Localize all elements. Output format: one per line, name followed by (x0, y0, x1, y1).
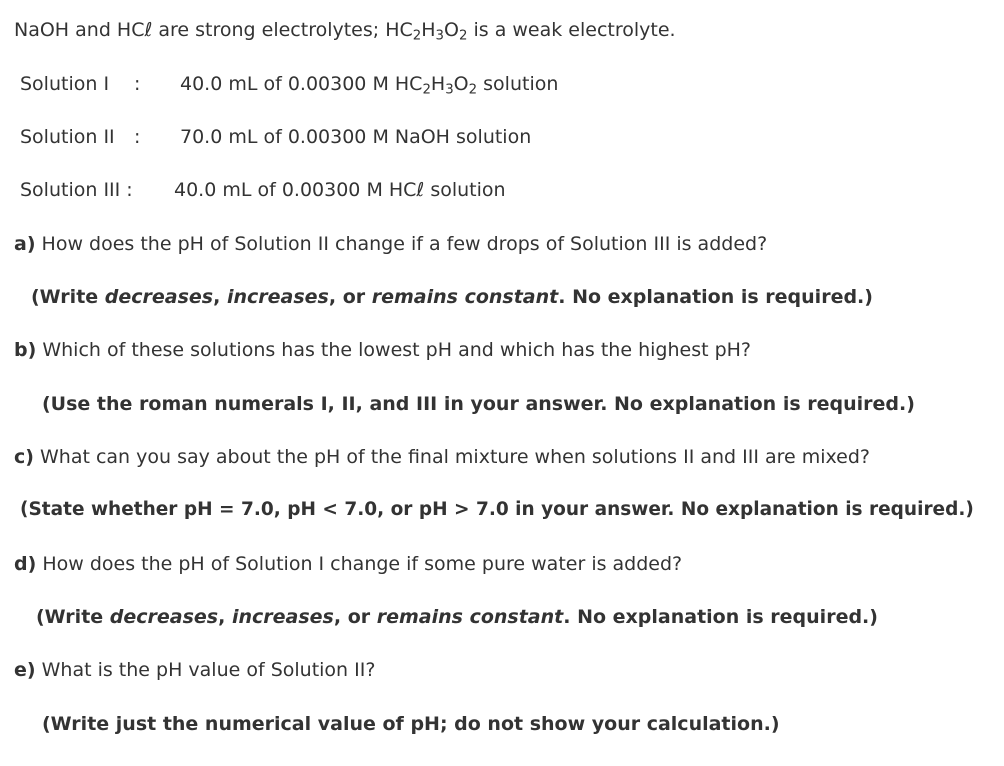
question-a-letter: a) (14, 233, 36, 255)
question-e (14, 657, 375, 683)
solution-3-label: Solution III : (20, 179, 133, 201)
question-d (14, 551, 682, 577)
solution-2-description: 70.0 mL of 0.00300 M NaOH solution (180, 126, 532, 148)
note-a-decreases: decreases (104, 286, 214, 308)
note-d-increases: increases (231, 606, 334, 628)
intro-text-2: H (421, 19, 436, 41)
question-b (14, 337, 751, 363)
solution-2-colon: : (134, 126, 141, 148)
question-d-letter: d) (14, 553, 37, 575)
intro-sub-1: 2 (412, 28, 422, 44)
note-d-remains-constant: remains constant (376, 606, 564, 628)
question-c (14, 444, 870, 470)
note-d-open: (Write (36, 606, 110, 628)
note-a-remains-constant: remains constant (371, 286, 559, 308)
question-d-text: How does the pH of Solution I change if some pure water is added? (36, 553, 683, 575)
question-b-text: Which of these solutions has the lowest pH and which has the highest pH? (36, 339, 752, 361)
solution-1-sub-3: 2 (468, 82, 478, 98)
note-d-comma-1: , (218, 606, 232, 628)
solution-3-description: 40.0 mL of 0.00300 M HCℓ solution (174, 179, 506, 201)
note-d-decreases: decreases (109, 606, 219, 628)
solution-2-label: Solution II (20, 126, 115, 148)
solution-1-description (180, 71, 558, 97)
solution-1-sub-2: 3 (445, 82, 454, 98)
question-d-note (36, 604, 878, 630)
question-b-note: (Use the roman numerals I, II, and III in your answer. No explanation is required.) (42, 393, 915, 415)
solution-1-label: Solution I (20, 73, 110, 95)
solution-1-text-1: 40.0 mL of 0.00300 M HC (180, 73, 423, 95)
intro-text-1: NaOH and HCℓ are strong electrolytes; HC (14, 19, 413, 41)
question-e-text: What is the pH value of Solution II? (35, 659, 376, 681)
note-a-comma-2: , or (328, 286, 372, 308)
question-b-letter: b) (14, 339, 37, 361)
note-a-open: (Write (31, 286, 105, 308)
solution-1-text-2: H (430, 73, 446, 95)
solution-1-sub-1: 2 (422, 82, 431, 98)
question-a (14, 231, 767, 257)
question-e-letter: e) (14, 659, 36, 681)
solution-1-text-4: solution (477, 73, 559, 95)
intro-sub-3: 2 (458, 28, 468, 44)
intro-text-3: O (444, 19, 459, 41)
note-d-close: . No explanation is required.) (563, 606, 878, 628)
note-d-comma-2: , or (333, 606, 377, 628)
question-c-note: (State whether pH = 7.0, pH < 7.0, or pH > 7.0 in your answer. No explanation is required.) (20, 499, 974, 520)
note-a-close: . No explanation is required.) (558, 286, 873, 308)
note-a-comma-1: , (213, 286, 227, 308)
intro-text-4: is a weak electrolyte. (467, 19, 676, 41)
question-a-note (31, 284, 873, 310)
question-a-text: How does the pH of Solution II change if a few drops of Solution III is added? (35, 233, 768, 255)
note-a-increases: increases (226, 286, 329, 308)
solution-1-colon: : (134, 73, 141, 95)
question-c-text: What can you say about the pH of the final mixture when solutions II and III are mixed? (33, 446, 871, 468)
question-e-note: (Write just the numerical value of pH; do not show your calculation.) (42, 713, 780, 735)
intro-statement (14, 17, 676, 43)
solution-1-text-3: O (453, 73, 469, 95)
question-c-letter: c) (14, 446, 34, 468)
intro-sub-2: 3 (435, 28, 445, 44)
